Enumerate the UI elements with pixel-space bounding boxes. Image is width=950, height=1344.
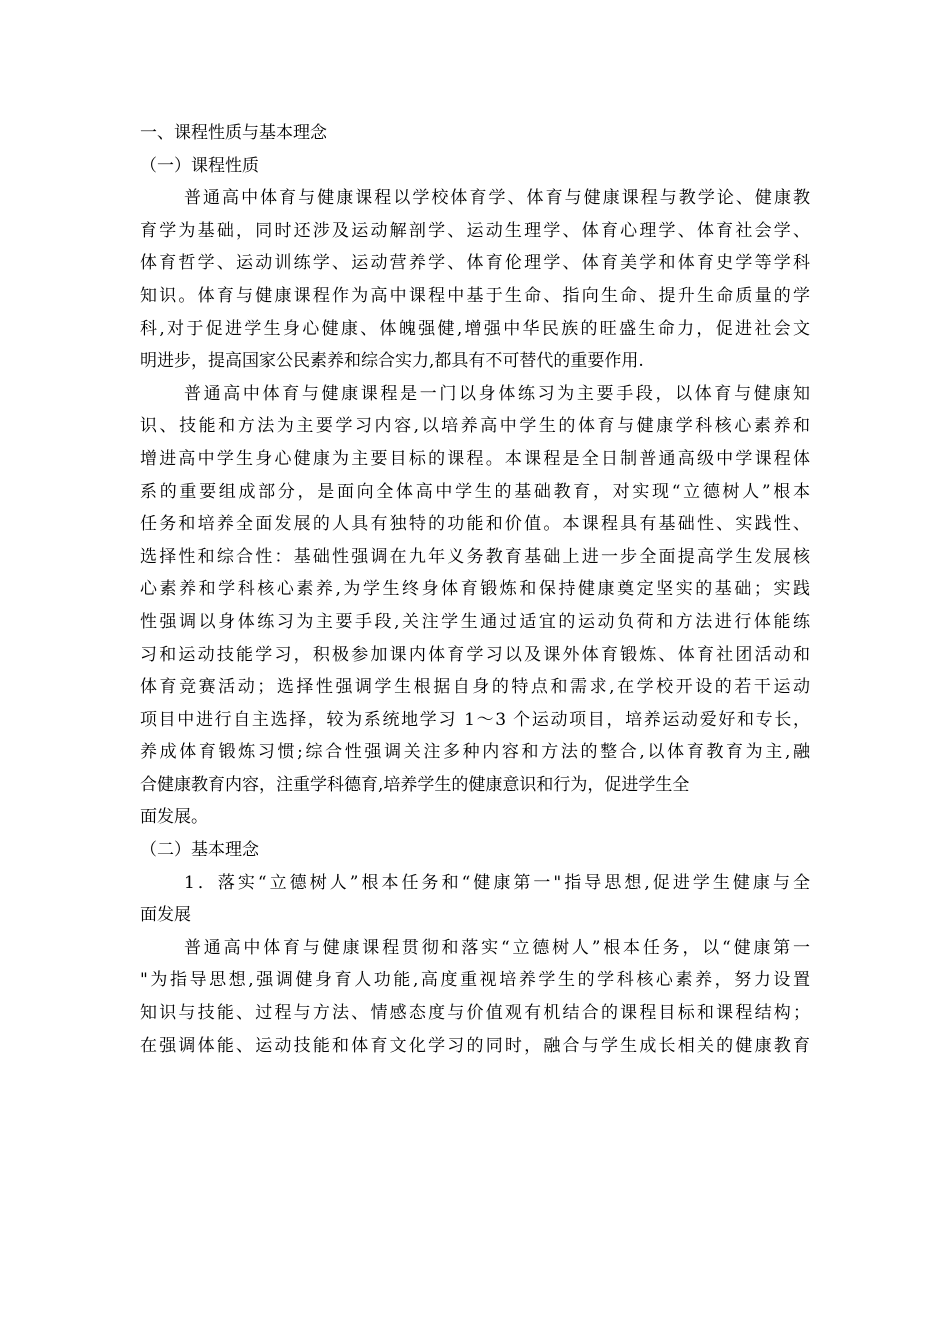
paragraph-line: 增进高中学生身心健康为主要目标的课程。本课程是全日制普通高级中学课程体 <box>140 448 810 469</box>
paragraph-line: 明进步，提高国家公民素养和综合实力,都具有不可替代的重要作用. <box>140 351 644 372</box>
paragraph-line: 选择性和综合性：基础性强调在九年义务教育基础上进一步全面提高学生发展核 <box>140 546 810 567</box>
paragraph-line: 任务和培养全面发展的人具有独特的功能和价值。本课程具有基础性、实践性、 <box>140 514 810 535</box>
document-body <box>140 117 810 1062</box>
paragraph-line: 育学为基础，同时还涉及运动解剖学、运动生理学、体育心理学、体育社会学、 <box>140 220 810 241</box>
paragraph-line: 在强调体能、运动技能和体育文化学习的同时，融合与学生成长相关的健康教育 <box>140 1035 810 1056</box>
paragraph-line: "为指导思想,强调健身育人功能,高度重视培养学生的学科核心素养，努力设置 <box>140 970 810 991</box>
paragraph-line: 普通高中体育与健康课程贯彻和落实“立德树人”根本任务，以“健康第一 <box>184 937 810 958</box>
paragraph-line: 心素养和学科核心素养,为学生终身体育锻炼和保持健康奠定坚实的基础；实践 <box>140 579 810 600</box>
paragraph-line: 识、技能和方法为主要学习内容,以培养高中学生的体育与健康学科核心素养和 <box>140 416 810 437</box>
paragraph-line: 习和运动技能学习，积极参加课内体育学习以及课外体育锻炼、体育社团活动和 <box>140 644 810 665</box>
paragraph-line: 普通高中体育与健康课程是一门以身体练习为主要手段，以体育与健康知 <box>184 383 810 404</box>
paragraph-line: 项目中进行自主选择，较为系统地学习 1～3 个运动项目，培养运动爱好和专长， <box>140 709 810 730</box>
paragraph-line: 面发展 <box>140 905 191 926</box>
paragraph-line: 性强调以身体练习为主要手段,关注学生通过适宜的运动负荷和方法进行体能练 <box>140 611 810 632</box>
paragraph-line: 知识。体育与健康课程作为高中课程中基于生命、指向生命、提升生命质量的学 <box>140 285 810 306</box>
paragraph-line: 知识与技能、过程与方法、情感态度与价值观有机结合的课程目标和课程结构； <box>140 1003 810 1024</box>
section-heading: 一、课程性质与基本理念 <box>140 123 327 143</box>
paragraph-nature-2 <box>140 378 810 834</box>
paragraph-line: 普通高中体育与健康课程以学校体育学、体育与健康课程与教学论、健康教 <box>184 188 810 209</box>
paragraph-line: 科,对于促进学生身心健康、体魄强健,增强中华民族的旺盛生命力，促进社会文 <box>140 318 810 339</box>
paragraph-line: 养成体育锻炼习惯;综合性强调关注多种内容和方法的整合,以体育教育为主,融 <box>140 742 810 763</box>
point-heading-1 <box>140 867 810 932</box>
paragraph-line: 面发展。 <box>140 807 208 828</box>
subsection-heading-philosophy: （二）基本理念 <box>140 840 259 861</box>
paragraph-line: 体育哲学、运动训练学、运动营养学、体育伦理学、体育美学和体育史学等学科 <box>140 253 810 274</box>
paragraph-nature-1 <box>140 182 810 378</box>
subsection-heading-nature: （一）课程性质 <box>140 155 259 176</box>
paragraph-philosophy-1 <box>140 932 810 1062</box>
paragraph-line: 合健康教育内容，注重学科德育,培养学生的健康意识和行为，促进学生全 <box>140 774 690 795</box>
paragraph-line: 系的重要组成部分，是面向全体高中学生的基础教育，对实现“立德树人”根本 <box>140 481 810 502</box>
paragraph-line: 1．落实“立德树人”根本任务和“健康第一"指导思想,促进学生健康与全 <box>184 872 810 893</box>
paragraph-line: 体育竞赛活动；选择性强调学生根据自身的特点和需求,在学校开设的若干运动 <box>140 677 810 698</box>
